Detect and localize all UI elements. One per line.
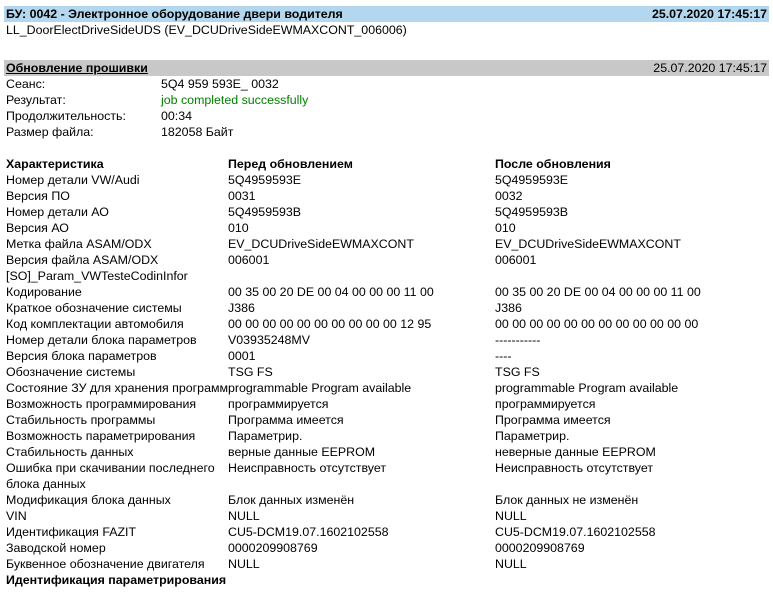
- table-row: [6, 188, 767, 204]
- before-value-cell: NULL: [228, 509, 260, 523]
- characteristic-cell: Ошибка при скачивании последнего блока данных: [6, 461, 215, 491]
- characteristic-cell: Обозначение системы: [6, 365, 136, 379]
- section-title: Обновление прошивки: [6, 61, 148, 75]
- characteristic-cell: [SO]_Param_VWTesteCodinInfor: [6, 269, 188, 283]
- characteristic-cell: Версия блока параметров: [6, 349, 157, 363]
- table-row: [6, 492, 767, 508]
- characteristic-cell: Номер детали блока параметров: [6, 333, 197, 347]
- characteristic-cell: Краткое обозначение системы: [6, 301, 182, 315]
- characteristic-cell: Стабильность программы: [6, 413, 156, 427]
- ecu-datetime: 25.07.2020 17:45:17: [651, 7, 767, 21]
- before-value-cell: programmable Program available: [228, 381, 412, 395]
- before-value-cell: EV_DCUDriveSideEWMAXCONT: [228, 237, 414, 251]
- after-value-cell: программируется: [495, 397, 596, 411]
- before-value-cell: 5Q4959593B: [228, 205, 302, 219]
- after-value-cell: 00 00 00 00 00 00 00 00 00 00 00 00: [495, 317, 699, 331]
- characteristic-cell: Стабильность данных: [6, 445, 134, 459]
- table-row: [6, 268, 767, 284]
- characteristic-cell: Версия АО: [6, 221, 69, 235]
- ecu-subtitle: LL_DoorElectDriveSideUDS (EV_DCUDriveSideEWMAXCONT_006006): [6, 23, 407, 37]
- before-value-cell: Программа имеется: [228, 413, 344, 427]
- after-value-cell: CU5-DCM19.07.1602102558: [495, 525, 656, 539]
- after-value-cell: 0000209908769: [495, 541, 585, 555]
- before-value-cell: 010: [228, 221, 249, 235]
- characteristic-cell: Возможность программирования: [6, 397, 197, 411]
- after-value-cell: Блок данных не изменён: [495, 493, 639, 507]
- before-value-cell: Параметрир.: [228, 429, 303, 443]
- before-value-cell: CU5-DCM19.07.1602102558: [228, 525, 389, 539]
- after-value-cell: programmable Program available: [495, 381, 679, 395]
- table-row: [6, 540, 767, 556]
- summary-label: Продолжительность:: [6, 109, 126, 123]
- summary-label: Размер файла:: [6, 125, 94, 139]
- section-datetime: 25.07.2020 17:45:17: [653, 61, 767, 75]
- summary-value: 00:34: [161, 109, 193, 123]
- characteristic-cell: Буквенное обозначение двигателя: [6, 557, 205, 571]
- before-value-cell: [228, 268, 495, 284]
- after-value-cell: 006001: [495, 253, 537, 267]
- before-value-cell: J386: [228, 301, 255, 315]
- table-tail-row: [6, 572, 767, 588]
- summary-label: Результат:: [6, 93, 66, 107]
- tail-characteristic: Идентификация параметрирования: [6, 573, 227, 587]
- table-row: [6, 236, 767, 252]
- result-status: job completed successfully: [161, 93, 309, 107]
- table-row: [6, 460, 767, 492]
- table-body: [6, 172, 767, 572]
- after-value-cell: Неисправность отсутствует: [495, 461, 654, 475]
- after-value-cell: 00 35 00 20 DE 00 04 00 00 00 11 00: [495, 285, 701, 299]
- table-row: [6, 524, 767, 540]
- table-row: [6, 220, 767, 236]
- after-value-cell: NULL: [495, 557, 527, 571]
- characteristic-cell: Метка файла ASAM/ODX: [6, 237, 152, 251]
- summary-row-duration: [4, 108, 769, 124]
- before-value-cell: Неисправность отсутствует: [228, 461, 387, 475]
- characteristic-cell: Номер детали VW/Audi: [6, 173, 140, 187]
- column-header-characteristic: Характеристика: [6, 157, 104, 171]
- table-row: [6, 252, 767, 268]
- table-row: [6, 300, 767, 316]
- table-row: [6, 204, 767, 220]
- table-row: [6, 396, 767, 412]
- before-value-cell: Блок данных изменён: [228, 493, 355, 507]
- table-row: [6, 284, 767, 300]
- table-row: [6, 364, 767, 380]
- after-value-cell: NULL: [495, 509, 527, 523]
- characteristic-cell: Возможность параметрирования: [6, 429, 196, 443]
- ecu-header-bar: [4, 6, 769, 22]
- after-value-cell: J386: [495, 301, 522, 315]
- table-row: [6, 380, 767, 396]
- before-value-cell: 0031: [228, 189, 256, 203]
- summary-value: 182058 Байт: [161, 125, 234, 139]
- summary-label: Сеанс:: [6, 77, 46, 91]
- characteristic-cell: Код комплектации автомобиля: [6, 317, 184, 331]
- table-row: [6, 444, 767, 460]
- characteristic-cell: Кодирование: [6, 285, 82, 299]
- before-value-cell: 5Q4959593E: [228, 173, 302, 187]
- summary-row-filesize: [4, 124, 769, 140]
- characteristic-cell: Заводской номер: [6, 541, 106, 555]
- table-header-row: [6, 156, 767, 172]
- after-value-cell: Параметрир.: [495, 429, 570, 443]
- after-value-cell: 5Q4959593E: [495, 173, 569, 187]
- before-value-cell: V03935248MV: [228, 333, 310, 347]
- before-value-cell: NULL: [228, 557, 260, 571]
- before-value-cell: верные данные EEPROM: [228, 445, 376, 459]
- before-value-cell: 0001: [228, 349, 256, 363]
- before-value-cell: TSG FS: [228, 365, 273, 379]
- after-value-cell: 010: [495, 221, 516, 235]
- table-row: [6, 508, 767, 524]
- summary-row-result: [4, 92, 769, 108]
- comparison-table: [4, 156, 769, 588]
- characteristic-cell: Версия ПО: [6, 189, 70, 203]
- table-row: [6, 412, 767, 428]
- table-row: [6, 316, 767, 332]
- before-value-cell: программируется: [228, 397, 329, 411]
- table-row: [6, 332, 767, 348]
- after-value-cell: -----------: [495, 333, 541, 347]
- characteristic-cell: Номер детали АО: [6, 205, 109, 219]
- table-row: [6, 172, 767, 188]
- ecu-title: БУ: 0042 - Электронное оборудование двери водителя: [6, 7, 343, 21]
- before-value-cell: 00 35 00 20 DE 00 04 00 00 00 11 00: [228, 285, 434, 299]
- summary-row-session: [4, 76, 769, 92]
- characteristic-cell: Идентификация FAZIT: [6, 525, 137, 539]
- characteristic-cell: Версия файла ASAM/ODX: [6, 253, 159, 267]
- table-row: [6, 348, 767, 364]
- after-value-cell: TSG FS: [495, 365, 540, 379]
- after-value-cell: Программа имеется: [495, 413, 611, 427]
- after-value-cell: неверные данные EEPROM: [495, 445, 656, 459]
- characteristic-cell: Модификация блока данных: [6, 493, 171, 507]
- before-value-cell: 00 00 00 00 00 00 00 00 00 00 12 95: [228, 317, 432, 331]
- table-row: [6, 556, 767, 572]
- summary-value: 5Q4 959 593E_ 0032: [161, 77, 279, 91]
- before-value-cell: 006001: [228, 253, 270, 267]
- after-value-cell: 5Q4959593B: [495, 205, 569, 219]
- characteristic-cell: VIN: [6, 509, 27, 523]
- section-header-bar: [4, 60, 769, 76]
- table-row: [6, 428, 767, 444]
- characteristic-cell: Состояние ЗУ для хранения программ: [6, 381, 228, 395]
- column-header-after: После обновления: [495, 157, 611, 171]
- after-value-cell: ----: [495, 349, 512, 363]
- column-header-before: Перед обновлением: [228, 157, 353, 171]
- after-value-cell: 0032: [495, 189, 523, 203]
- after-value-cell: EV_DCUDriveSideEWMAXCONT: [495, 237, 681, 251]
- before-value-cell: 0000209908769: [228, 541, 318, 555]
